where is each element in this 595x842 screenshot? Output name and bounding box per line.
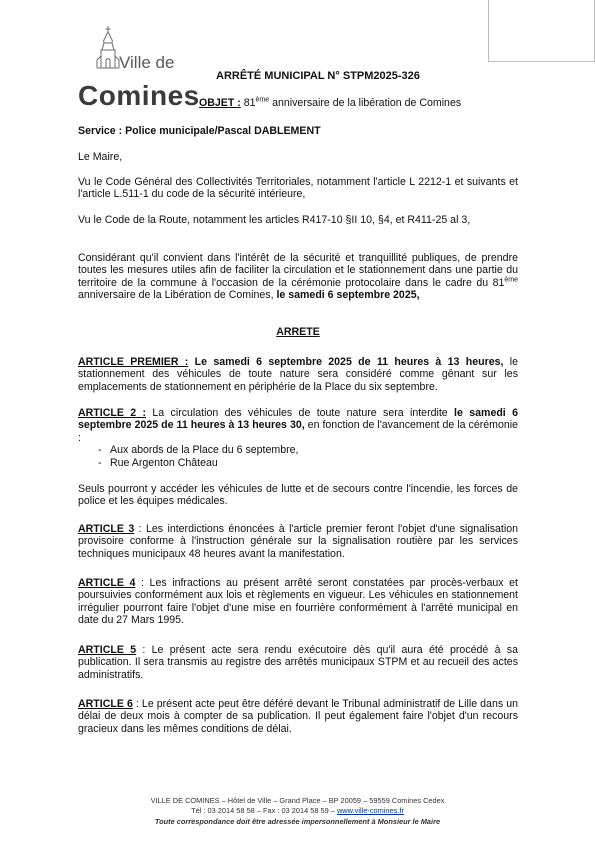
paragraph-vu-cgct: Vu le Code Général des Collectivités Territoriales, notamment l'article L 2212-1 et suivants et l'article L.511-1 du code de la sécurité intérieure, xyxy=(78,176,518,201)
article-5 xyxy=(78,644,518,681)
article-premier-date: Le samedi 6 septembre 2025 de 11 heures à 13 heures, xyxy=(188,356,504,368)
list-item: - Aux abords de la Place du 6 septembre, xyxy=(78,444,518,456)
footer-contact xyxy=(60,806,535,816)
article-3 xyxy=(78,523,518,560)
article-4-text: : Les infractions au présent arrêté seront constatées par procès-verbaux et poursuivies conformément aux lois et règlements en vigueur. Les véhicules en stationnement irrégulier pourront faire l'objet d'une mise en fourrière conformément à l'arrêté municipal en date du 27 Mars 1995. xyxy=(78,577,518,627)
registration-stamp-box xyxy=(488,0,595,62)
article-3-label: ARTICLE 3 xyxy=(78,523,135,535)
considerant-superscript: ème xyxy=(504,276,518,284)
footer-phone-fax: Tél : 03 2014 58 58 – Fax : 03 2014 58 59 – xyxy=(191,806,337,816)
article-2-street-list xyxy=(78,444,518,469)
article-2-exemptions: Seuls pourront y accéder les véhicules de lutte et de secours contre l'incendie, les forces de police et les équipes médicales. xyxy=(78,483,518,508)
article-5-text: : Le présent acte sera rendu exécutoire dès qu'il aura été procédé à sa publication. Il sera transmis au registre des arrêtés municipaux STPM et au recueil des actes administratifs. xyxy=(78,644,518,681)
considerant-date: le samedi 6 septembre 2025, xyxy=(276,289,420,302)
salutation: Le Maire, xyxy=(78,151,123,163)
footer-correspondence-note: Toute correspondance doit être adressée impersonnellement à Monsieur le Maire xyxy=(154,816,441,826)
list-item: - Rue Argenton Château xyxy=(78,457,518,469)
page-footer xyxy=(60,796,535,827)
service-line: Service : Police municipale/Pascal DABLEMENT xyxy=(78,125,321,137)
footer-address: VILLE DE COMINES – Hôtel de Ville – Grand Place – BP 20059 – 59559 Comines Cedex xyxy=(150,796,445,805)
article-2-label: ARTICLE 2 : xyxy=(78,407,147,419)
arrete-heading: ARRETE xyxy=(276,326,320,338)
article-6-text: : Le présent acte peut être déféré devant le Tribunal administratif de Lille dans un délai de deux mois à compter de sa publication. Il peut également faire l'objet d'un recours gracieux dans les mêmes conditions de délai. xyxy=(78,698,518,735)
article-premier-label: ARTICLE PREMIER : xyxy=(78,356,189,368)
decree-title: ARRÊTÉ MUNICIPAL N° STPM2025-326 xyxy=(216,70,420,82)
article-2 xyxy=(78,407,518,469)
subject-label: OBJET : xyxy=(199,97,241,109)
paragraph-vu-code-route: Vu le Code de la Route, notamment les articles R417-10 §II 10, §4, et R411-25 al 3, xyxy=(78,214,471,226)
article-2-text-a: La circulation des véhicules de toute nature sera interdite xyxy=(146,407,455,419)
article-5-label: ARTICLE 5 xyxy=(78,644,137,656)
considerant-text-b: anniversaire de la Libération de Comines, xyxy=(78,289,277,302)
subject-text-a: 81 xyxy=(240,97,256,109)
paragraph-considerant xyxy=(78,252,518,302)
article-4-label: ARTICLE 4 xyxy=(78,577,136,589)
article-6 xyxy=(78,698,518,735)
considerant-text-a: Considérant qu'il convient dans l'intérêt de la sécurité et tranquillité publiques, de prendre toutes les mesures utiles afin de faciliter la circulation et le stationnement dans une partie du territoire de la commune à l'occasion de la cérémonie protocolaire dans le cadre du 81 xyxy=(78,252,518,289)
article-2-text-b: en fonction de l'avancement de la cérémonie : xyxy=(78,419,518,444)
article-4 xyxy=(78,577,518,627)
logo-text-ville-de: Ville de xyxy=(119,53,175,72)
article-3-text: : Les interdictions énoncées à l'article premier feront l'objet d'une signalisation provisoire conforme à l'instruction générale sur la signalisation routière par les services techniques municipaux 48 heures avant la manifestation. xyxy=(78,523,518,560)
logo-text-comines: Comines xyxy=(78,80,200,111)
article-premier-text: le stationnement des véhicules de toute nature sera considéré comme gênant sur les emplacements de stationnement en périphérie de la Place du six septembre. xyxy=(78,356,518,393)
footer-website-link[interactable]: www.ville-comines.fr xyxy=(336,806,404,816)
article-premier xyxy=(78,356,518,393)
article-6-label: ARTICLE 6 xyxy=(78,698,133,710)
subject-superscript: ème xyxy=(255,96,270,104)
article-2-date: le samedi 6 septembre 2025 de 11 heures à 13 heures 30, xyxy=(78,407,518,432)
decree-subject xyxy=(199,97,461,109)
subject-text-b: anniversaire de la libération de Comines xyxy=(269,97,462,109)
comines-logo xyxy=(75,26,200,111)
